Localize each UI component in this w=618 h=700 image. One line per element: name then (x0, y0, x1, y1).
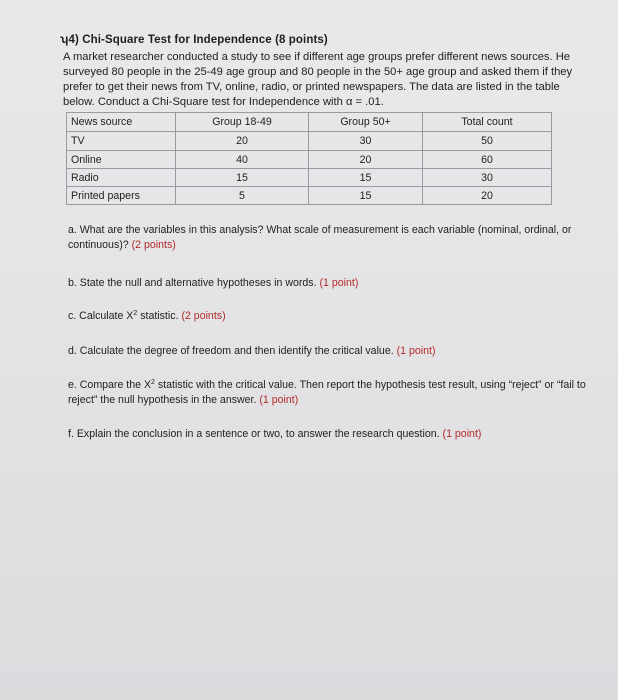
question-d-points: (1 point) (396, 345, 436, 357)
table-row (67, 169, 552, 187)
cell-group2: 30 (309, 132, 423, 151)
cell-source: Printed papers (67, 187, 176, 205)
cell-group2: 20 (309, 151, 423, 169)
table-row (67, 132, 552, 151)
question-c-text: c. Calculate X (68, 310, 134, 322)
question-c-points: (2 points) (181, 310, 226, 322)
question-e-text: e. Compare the X (68, 379, 152, 391)
header-group-50-plus: Group 50+ (309, 113, 423, 132)
question-a-text: a. What are the variables in this analysis? What scale of measurement is each variable (nominal, ordinal, or continuous)? (68, 224, 572, 251)
question-e-text-end: statistic with the critical value. Then report the hypothesis test result, using “reject” or “fail to reject” the null hypothesis in the answer. (68, 379, 586, 406)
cell-group1: 20 (176, 132, 309, 151)
cell-source: Online (67, 151, 176, 169)
question-b-text: b. State the null and alternative hypotheses in words. (68, 277, 317, 289)
cell-source: TV (67, 132, 176, 151)
table-row (67, 187, 552, 205)
question-c (68, 307, 588, 324)
cell-total: 60 (423, 151, 552, 169)
question-b-points: (1 point) (319, 277, 359, 289)
header-total-count: Total count (423, 113, 552, 132)
question-e-superscript: 2 (151, 379, 155, 386)
table-row (67, 151, 552, 169)
question-e-points: (1 point) (259, 393, 299, 406)
cell-total: 30 (423, 169, 552, 187)
header-news-source: News source (67, 113, 176, 132)
question-d-text: d. Calculate the degree of freedom and then identify the critical value. (68, 345, 394, 357)
cell-total: 20 (423, 187, 552, 205)
question-f-text: f. Explain the conclusion in a sentence or two, to answer the research question. (68, 428, 440, 440)
problem-title: ʮ4) Chi-Square Test for Independence (8 points) (60, 34, 328, 46)
cell-group1: 5 (176, 187, 309, 205)
question-a-points: (2 points) (131, 238, 176, 251)
question-d (68, 344, 588, 359)
question-f-points: (1 point) (442, 428, 482, 440)
cell-source: Radio (67, 169, 176, 187)
question-e (68, 376, 588, 407)
data-table (66, 112, 552, 205)
cell-group2: 15 (309, 187, 423, 205)
cell-group1: 15 (176, 169, 309, 187)
problem-intro: A market researcher conducted a study to see if different age groups prefer different news sources. He surveyed 80 people in the 25-49 age group and 80 people in the 50+ age group and asked them if they prefer to get their news from TV, online, radio, or printed newspapers. The data are listed in the table below. Conduct a Chi-Square test for Independence with α = .01. (63, 51, 573, 108)
header-group-18-49: Group 18-49 (176, 113, 309, 132)
question-b (68, 276, 588, 291)
cell-group2: 15 (309, 169, 423, 187)
table-header-row (67, 113, 552, 132)
question-c-text-end: statistic. (137, 310, 179, 322)
cell-group1: 40 (176, 151, 309, 169)
question-f (68, 427, 588, 442)
cell-total: 50 (423, 132, 552, 151)
question-c-superscript: 2 (133, 310, 138, 317)
question-a (68, 223, 588, 252)
